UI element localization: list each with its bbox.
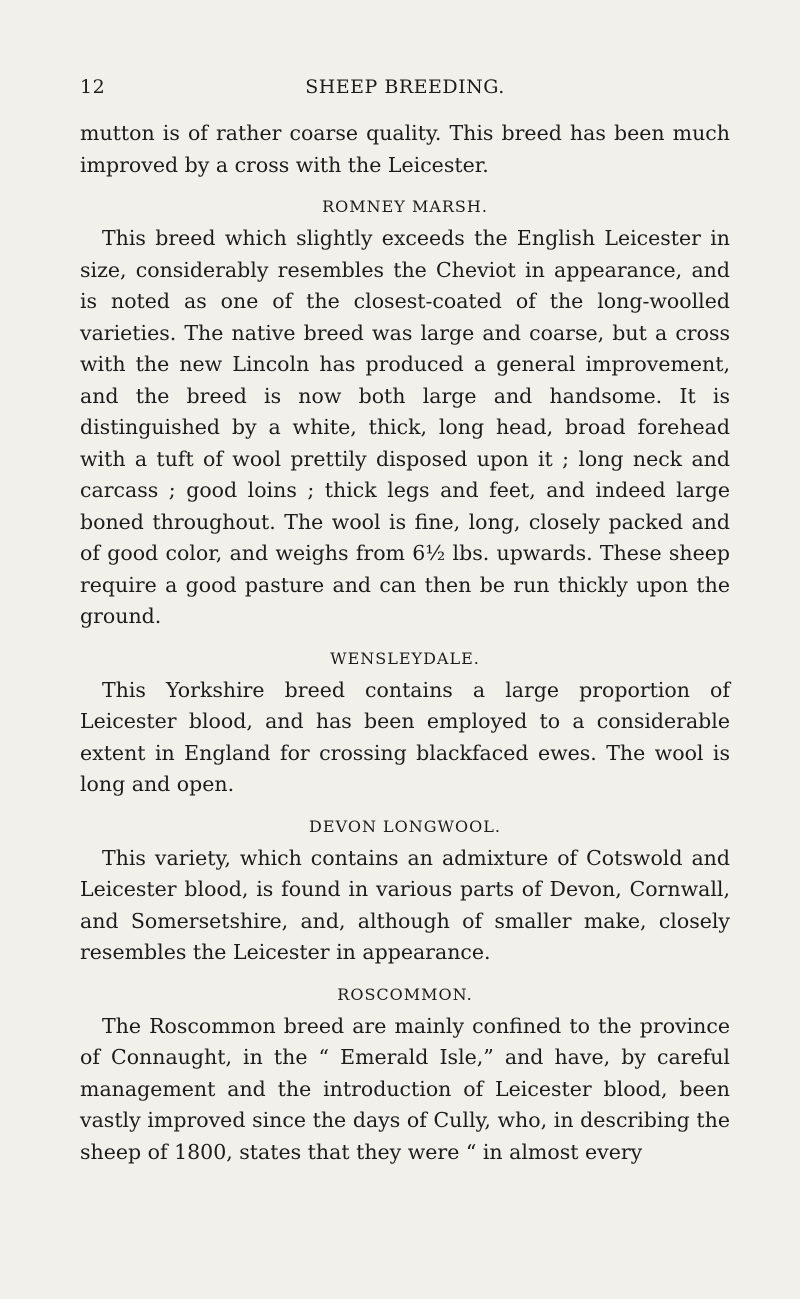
section-heading-roscommon: ROSCOMMON. [337, 984, 473, 1004]
opening-paragraph: mutton is of rather coarse quality. This breed has been much improved by a cross with the Leicester. [80, 121, 730, 177]
section-heading-devon-longwool: DEVON LONGWOOL. [309, 816, 501, 836]
text-body [80, 118, 730, 1168]
section-body-wensleydale: This Yorkshire breed contains a large proportion of Leicester blood, and has been employed to a considerable extent in England for crossing blackfaced ewes. The wool is long and open. [80, 677, 730, 796]
page-number: 12 [80, 76, 106, 98]
section-heading-romney-marsh: ROMNEY MARSH. [322, 197, 488, 216]
running-head [80, 76, 730, 106]
section-heading-wensleydale: WENSLEYDALE. [330, 648, 480, 668]
running-title: SHEEP BREEDING. [305, 76, 505, 98]
section-body-romney-marsh: This breed which slightly exceeds the English Leicester in size, considerably resembles the Cheviot in appearance, and is noted as one of the closest-coated of the long-woolled varieties. The native breed was large and coarse, but a cross with the new Lincoln has produced a general improvement, and the breed is now both large and handsome. It is distinguished by a white, thick, long head, broad forehead with a tuft of wool prettily disposed upon it ; long neck and carcass ; good loins ; thick legs and feet, and indeed large boned throughout. The wool is fine, long, closely packed and of good color, and weighs from 6½ lbs. upwards. These sheep require a good pasture and can then be run thickly upon the ground. [80, 226, 730, 628]
section-body-devon-longwool: This variety, which contains an admixture of Cotswold and Leicester blood, is found in various parts of Devon, Cornwall, and Somersetshire, and, although of smaller make, closely resembles the Leicester in appearance. [80, 845, 730, 964]
section-body-roscommon: The Roscommon breed are mainly confined to the province of Connaught, in the “ Emerald Isle,” and have, by careful management and the introduction of Leicester blood, been vastly improved since the days of Cully, who, in describing the sheep of 1800, states that they were “ in almost every [80, 1013, 730, 1164]
